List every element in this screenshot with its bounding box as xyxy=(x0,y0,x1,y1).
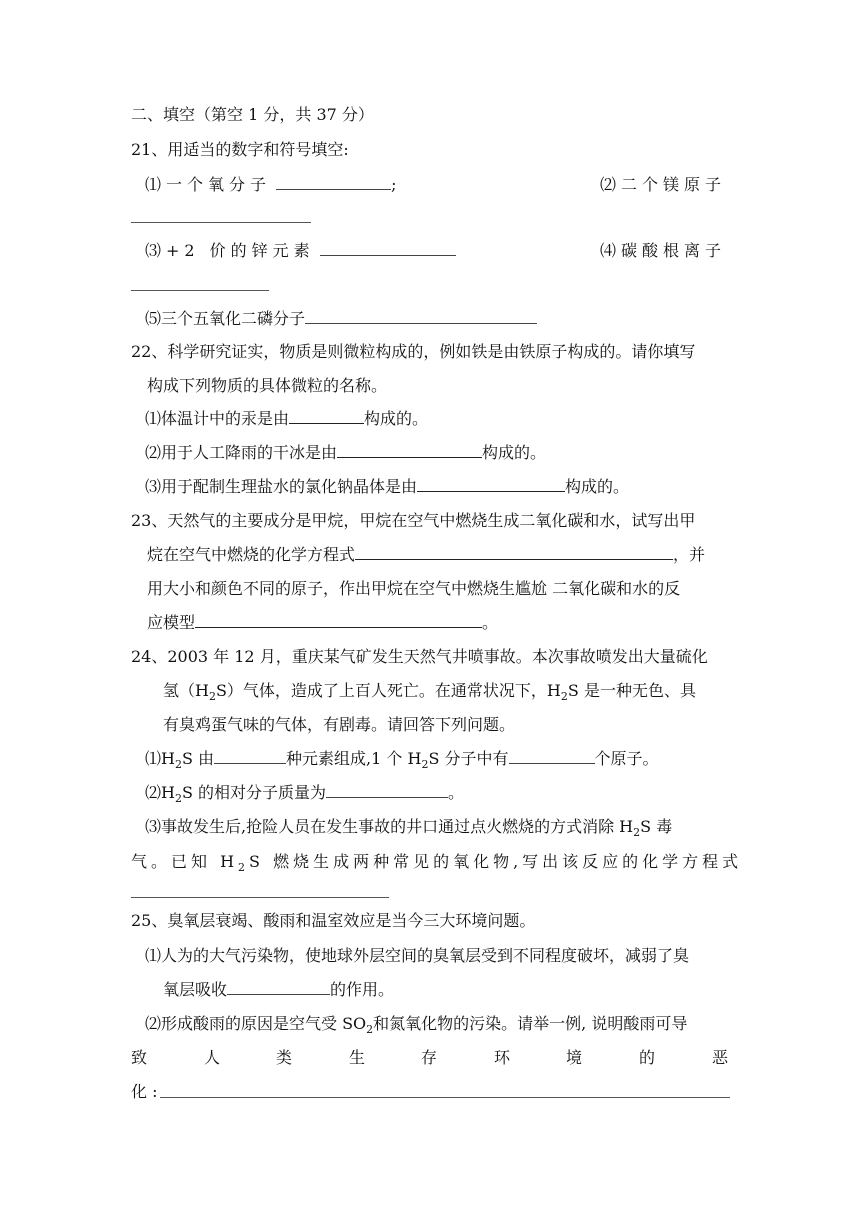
q24-element-count-blank[interactable] xyxy=(214,748,286,764)
q21-p5-blank[interactable] xyxy=(305,308,537,324)
q21-p3: ⑶+2 价的锌元素 xyxy=(145,240,456,262)
q25-p2-blank[interactable] xyxy=(160,1097,730,1098)
q21-p3-blank[interactable] xyxy=(320,240,456,256)
q21-p4-blank[interactable] xyxy=(131,290,269,291)
q23-equation-blank[interactable] xyxy=(355,544,673,560)
q22-p3-blank[interactable] xyxy=(417,476,565,492)
q21-p5: ⑸三个五氧化二磷分子 xyxy=(145,308,537,330)
q23-model-blank[interactable] xyxy=(195,612,482,628)
q24-molecular-mass-blank[interactable] xyxy=(326,782,448,798)
q22-p2-blank[interactable] xyxy=(337,442,482,458)
q24-equation-blank[interactable] xyxy=(131,897,389,898)
q21-p1-blank[interactable] xyxy=(276,174,391,190)
q24-atom-count-blank[interactable] xyxy=(509,748,595,764)
q25-p1-blank[interactable] xyxy=(227,979,330,995)
q21-p1: ⑴一个氧分子 ; xyxy=(145,175,397,194)
q22-p1-blank[interactable] xyxy=(289,408,364,424)
q21-p2-blank[interactable] xyxy=(131,222,311,223)
